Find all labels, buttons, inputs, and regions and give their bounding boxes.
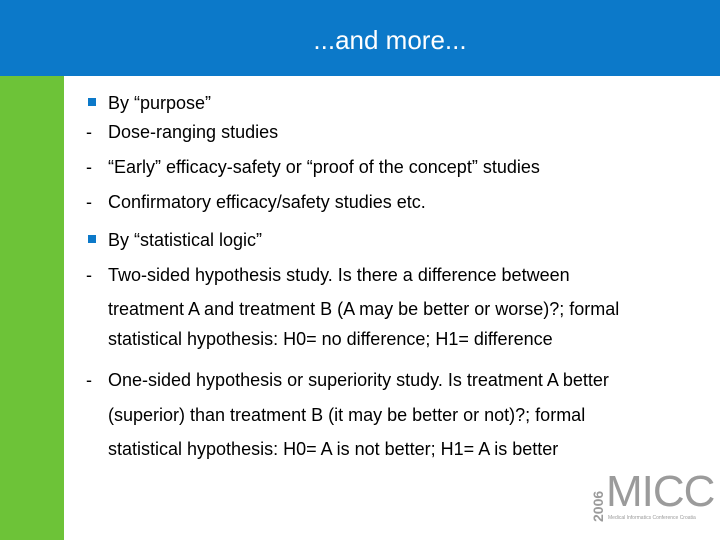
logo-wordmark: MICC	[606, 467, 715, 516]
dash-bullet: -	[86, 122, 92, 142]
bullet-continuation: treatment A and treatment B (A may be better or worse)?; formal	[108, 299, 620, 319]
bullet-line: Confirmatory efficacy/safety studies etc.	[108, 192, 426, 212]
bullet-line: One-sided hypothesis or superiority study. Is treatment A better	[108, 370, 609, 390]
bullet-line: Two-sided hypothesis study. Is there a difference between	[108, 265, 570, 285]
bullet-continuation: statistical hypothesis: H0= A is not better; H1= A is better	[108, 439, 559, 459]
bullet-line: By “purpose”	[108, 93, 212, 113]
bullet-continuation: (superior) than treatment B (it may be better or not)?; formal	[108, 405, 586, 425]
bullet-line: “Early” efficacy-safety or “proof of the concept” studies	[108, 157, 540, 177]
logo-year-text: 2006	[590, 490, 606, 522]
micc-logo	[590, 467, 715, 530]
dash-bullet: -	[86, 157, 92, 177]
dash-bullet: -	[86, 370, 92, 390]
logo-year-mark	[590, 474, 606, 524]
bullet-line: Dose-ranging studies	[108, 122, 279, 142]
bullet-continuation: statistical hypothesis: H0= no difference; H1= difference	[108, 329, 553, 349]
logo-subtitle: Medical Informatics Conference Croatia	[608, 515, 696, 521]
dash-bullet: -	[86, 265, 92, 285]
square-bullet-icon	[88, 235, 96, 243]
bullet-line: By “statistical logic”	[108, 230, 263, 250]
square-bullet-icon	[88, 98, 96, 106]
slide-title: ...and more...	[313, 25, 467, 55]
dash-bullet: -	[86, 192, 92, 212]
